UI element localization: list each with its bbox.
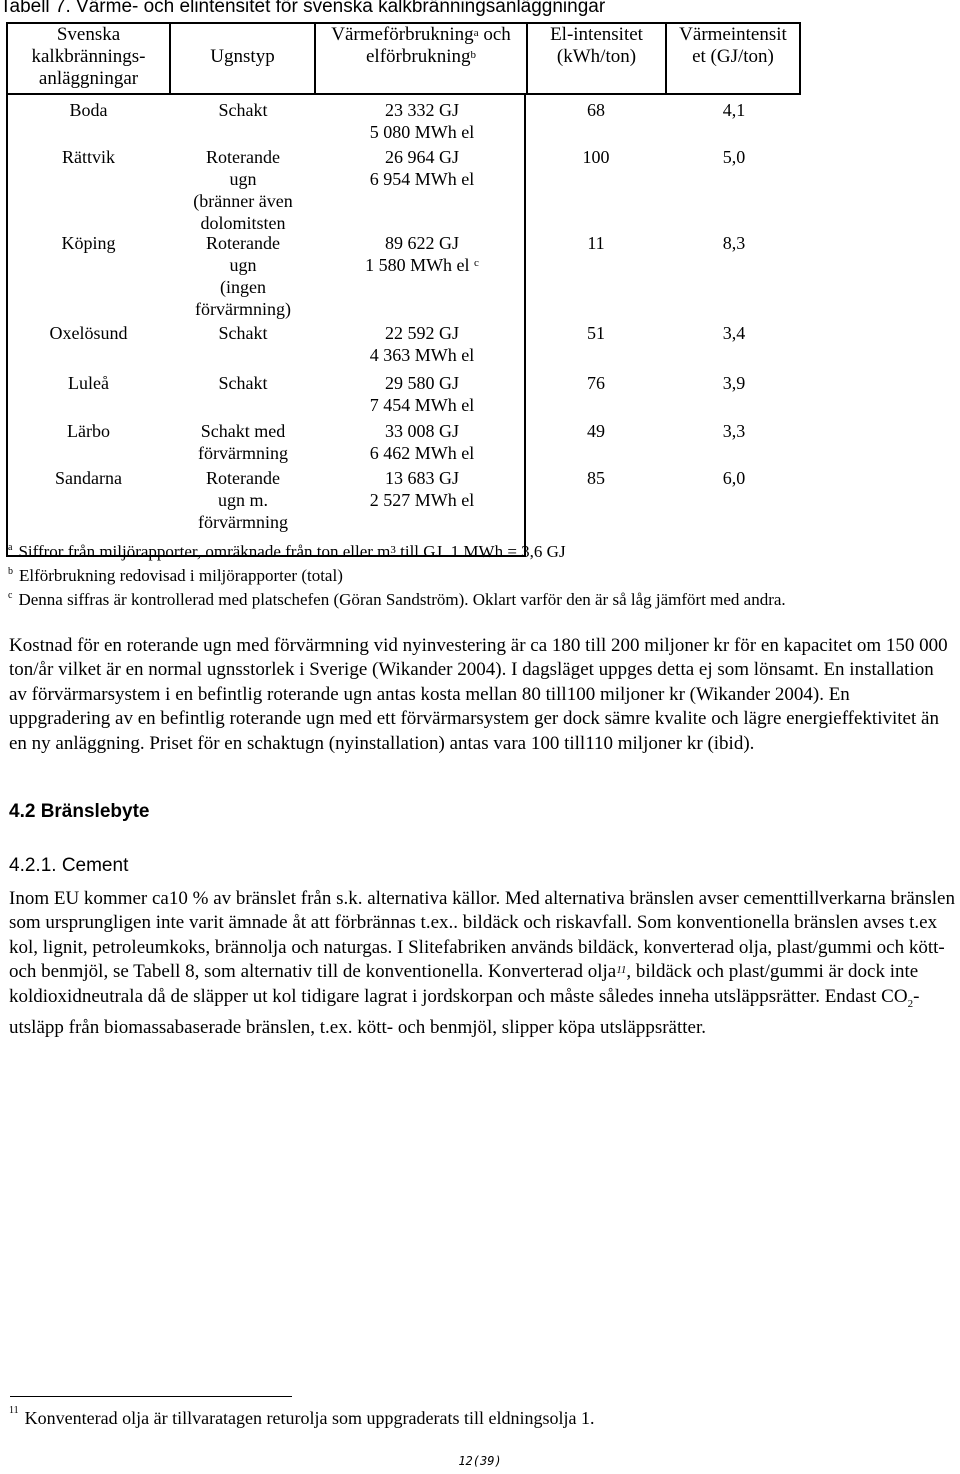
header-el [526, 22, 667, 95]
footnote-mark: c [8, 590, 13, 601]
footnote-a [8, 540, 948, 564]
kiln-line: Roterande [206, 233, 280, 253]
el-intensity: 49 [587, 421, 605, 441]
heat-mwh: 6 462 MWh el [369, 443, 475, 463]
plant-name: Luleå [68, 373, 109, 393]
kiln-line: ugn [229, 169, 257, 189]
header-heat-och: och [478, 24, 511, 45]
heat-consumption [320, 322, 524, 366]
header-el-line: El-intensitet [550, 24, 643, 45]
kiln-line: Schakt [218, 373, 268, 393]
el-intensity: 51 [587, 323, 605, 343]
paragraph-cost: Kostnad för en roterande ugn med förvärmning vid nyinvestering är ca 180 till 200 miljoner kr för en kapacitet om 150 000 ton/år vilket är en normal ugnsstorlek i Sverige (Wikander 2004). I dagsläget uppges detta ej som lönsamt. En installation av förvärmarsystem i en befintlig roterande ugn antas kosta mellan 80 till100 miljoner kr (Wikander 2004). En uppgradering av en befintlig roterande ugn med ett förvärmarsystem ger dock sämre kvalite och lägre energieffektivitet än en ny anläggning. Priset för en schaktugn (nyinstallation) antas vara 100 till110 miljoner kr (ibid). [9, 635, 948, 754]
heat-gj: 33 008 GJ [384, 421, 459, 441]
footnote-b [8, 564, 948, 588]
footnote-ref-11[interactable]: 11 [616, 964, 627, 977]
heat-gj: 26 964 GJ [384, 147, 459, 167]
heat-mwh: 6 954 MWh el [369, 169, 475, 189]
footnote-ref-a: a [473, 27, 479, 39]
superscript: 3 [390, 544, 396, 556]
plant-name: Oxelösund [49, 323, 128, 343]
footnote-ref-c: c [474, 257, 479, 269]
kiln-type [178, 467, 308, 533]
footnote-mark: a [8, 542, 13, 553]
kiln-line: (bränner även [193, 191, 293, 211]
paragraph-text: , bildäck och plast/gummi är dock inte koldioxidneutrala då de släpper ut kol tidigare lagrat i jordskorpan och måste således inneha utsläppsrätter. Endast CO [9, 961, 919, 1007]
plant-name: Lärbo [67, 421, 110, 441]
header-kiln [169, 22, 316, 95]
kiln-line: Roterande [206, 468, 280, 488]
kiln-line: ugn m. [217, 490, 268, 510]
kiln-line: Schakt [218, 100, 268, 120]
heat-consumption [320, 467, 524, 511]
plant-name: Sandarna [55, 468, 122, 488]
kiln-line: Roterande [206, 147, 280, 167]
heat-intensity: 3,9 [722, 373, 746, 393]
footnote-mark: b [8, 566, 13, 577]
footnote-mark: 11 [9, 1405, 19, 1416]
subsection-heading: 4.2.1. Cement [9, 855, 129, 876]
kiln-line: förvärmning [198, 443, 288, 463]
paragraph-text: Inom EU kommer ca10 % av bränslet från s.k. alternativa källor. Med alternativa bränslen avser cementtillverkarna bränslen som ursprungligen inte varit ämnade åt att förbrännas t.ex.. bildäck och riskavfall. Som konventionella bränslen avses t.ex kol, lignit, petroleumkoks, brännolja och naturgas. I Slitefabriken används bildäck, konverterad olja, plast/gummi och kött- och benmjöl, se Tabell 8, som alternativ till de konventionella. Konverterad olja [9, 888, 955, 983]
table-caption: Tabell 7. Värme- och elintensitet för svenska kalkbränningsanläggningar [0, 0, 606, 17]
header-vi [665, 22, 801, 95]
heat-gj: 89 622 GJ [384, 233, 459, 253]
kiln-line: (ingen [220, 277, 266, 297]
kiln-type [178, 322, 308, 344]
paragraph-text: -utsläpp från biomassabaserade bränslen, t.ex. kött- och benmjöl, slipper köpa utsläppsrätter. [9, 985, 920, 1038]
heat-mwh: 4 363 MWh el [369, 345, 475, 365]
paragraph-cement [9, 887, 955, 1040]
header-plant-line: Svenska [56, 24, 121, 45]
page-number: 12(39) [458, 1454, 502, 1468]
el-intensity: 85 [587, 468, 605, 488]
kiln-type [178, 146, 308, 234]
heat-intensity: 8,3 [722, 233, 746, 253]
kiln-line: förvärmning) [195, 299, 291, 319]
table-footnotes [8, 540, 948, 612]
footnote-11 [9, 1405, 595, 1429]
heat-intensity: 3,4 [722, 323, 746, 343]
el-intensity: 11 [587, 233, 605, 253]
subscript: 2 [907, 997, 914, 1010]
footnote-divider [10, 1396, 292, 1397]
footnote-text: Denna siffras är kontrollerad med platschefen (Göran Sandström). Oklart varför den är så låg jämfört med andra. [18, 590, 786, 609]
header-vi-line: et (GJ/ton) [692, 46, 774, 67]
el-intensity: 100 [582, 147, 610, 167]
footnote-text: till GJ. 1 MWh = 3,6 GJ [395, 542, 566, 561]
heat-mwh: 1 580 MWh el [365, 255, 470, 275]
el-intensity: 68 [587, 100, 605, 120]
kiln-type [178, 232, 308, 320]
heat-gj: 13 683 GJ [384, 468, 459, 488]
header-plant [6, 22, 171, 95]
footnote-text: Elförbrukning redovisad i miljörapporter (total) [19, 566, 343, 585]
heat-consumption [320, 232, 524, 276]
heat-gj: 29 580 GJ [384, 373, 459, 393]
kiln-type [178, 372, 308, 394]
footnote-text: Konventerad olja är tillvaratagen returolja som uppgraderats till eldningsolja 1. [24, 1408, 595, 1428]
heat-consumption [320, 146, 524, 190]
plant-name: Rättvik [62, 147, 115, 167]
footnote-text: Siffror från miljörapporter, omräknade från ton eller m [18, 542, 391, 561]
heat-gj: 23 332 GJ [384, 100, 459, 120]
heat-intensity: 5,0 [722, 147, 746, 167]
header-heat-line2: elförbrukning [366, 46, 471, 67]
header-plant-line: kalkbrännings- [31, 46, 146, 67]
header-vi-line: Värmeintensit [679, 24, 787, 45]
kiln-line: förvärmning [198, 512, 288, 532]
heat-consumption [320, 420, 524, 464]
kiln-line: dolomitsten [200, 213, 286, 233]
kiln-line: ugn [229, 255, 257, 275]
intensity-table [6, 22, 801, 536]
heat-intensity: 6,0 [722, 468, 746, 488]
header-heat [314, 22, 528, 95]
header-heat-line1: Värmeförbrukning [331, 24, 474, 45]
header-plant-line: anläggningar [38, 68, 139, 89]
header-el-line: (kWh/ton) [556, 46, 637, 67]
heat-gj: 22 592 GJ [384, 323, 459, 343]
plant-name: Köping [61, 233, 116, 253]
heat-intensity: 4,1 [722, 100, 746, 120]
heat-consumption [320, 99, 524, 143]
heat-intensity: 3,3 [722, 421, 746, 441]
heat-mwh: 2 527 MWh el [369, 490, 475, 510]
section-heading: 4.2 Bränslebyte [9, 801, 150, 822]
heat-mwh: 7 454 MWh el [369, 395, 475, 415]
plant-name: Boda [69, 100, 108, 120]
kiln-type [178, 99, 308, 121]
el-intensity: 76 [587, 373, 605, 393]
kiln-type [178, 420, 308, 464]
kiln-line: Schakt med [200, 421, 286, 441]
footnote-c [8, 588, 948, 612]
kiln-line: Schakt [218, 323, 268, 343]
heat-mwh: 5 080 MWh el [369, 122, 475, 142]
header-kiln-label: Ugnstyp [210, 46, 275, 67]
heat-consumption [320, 372, 524, 416]
footnote-ref-b: b [470, 49, 476, 61]
